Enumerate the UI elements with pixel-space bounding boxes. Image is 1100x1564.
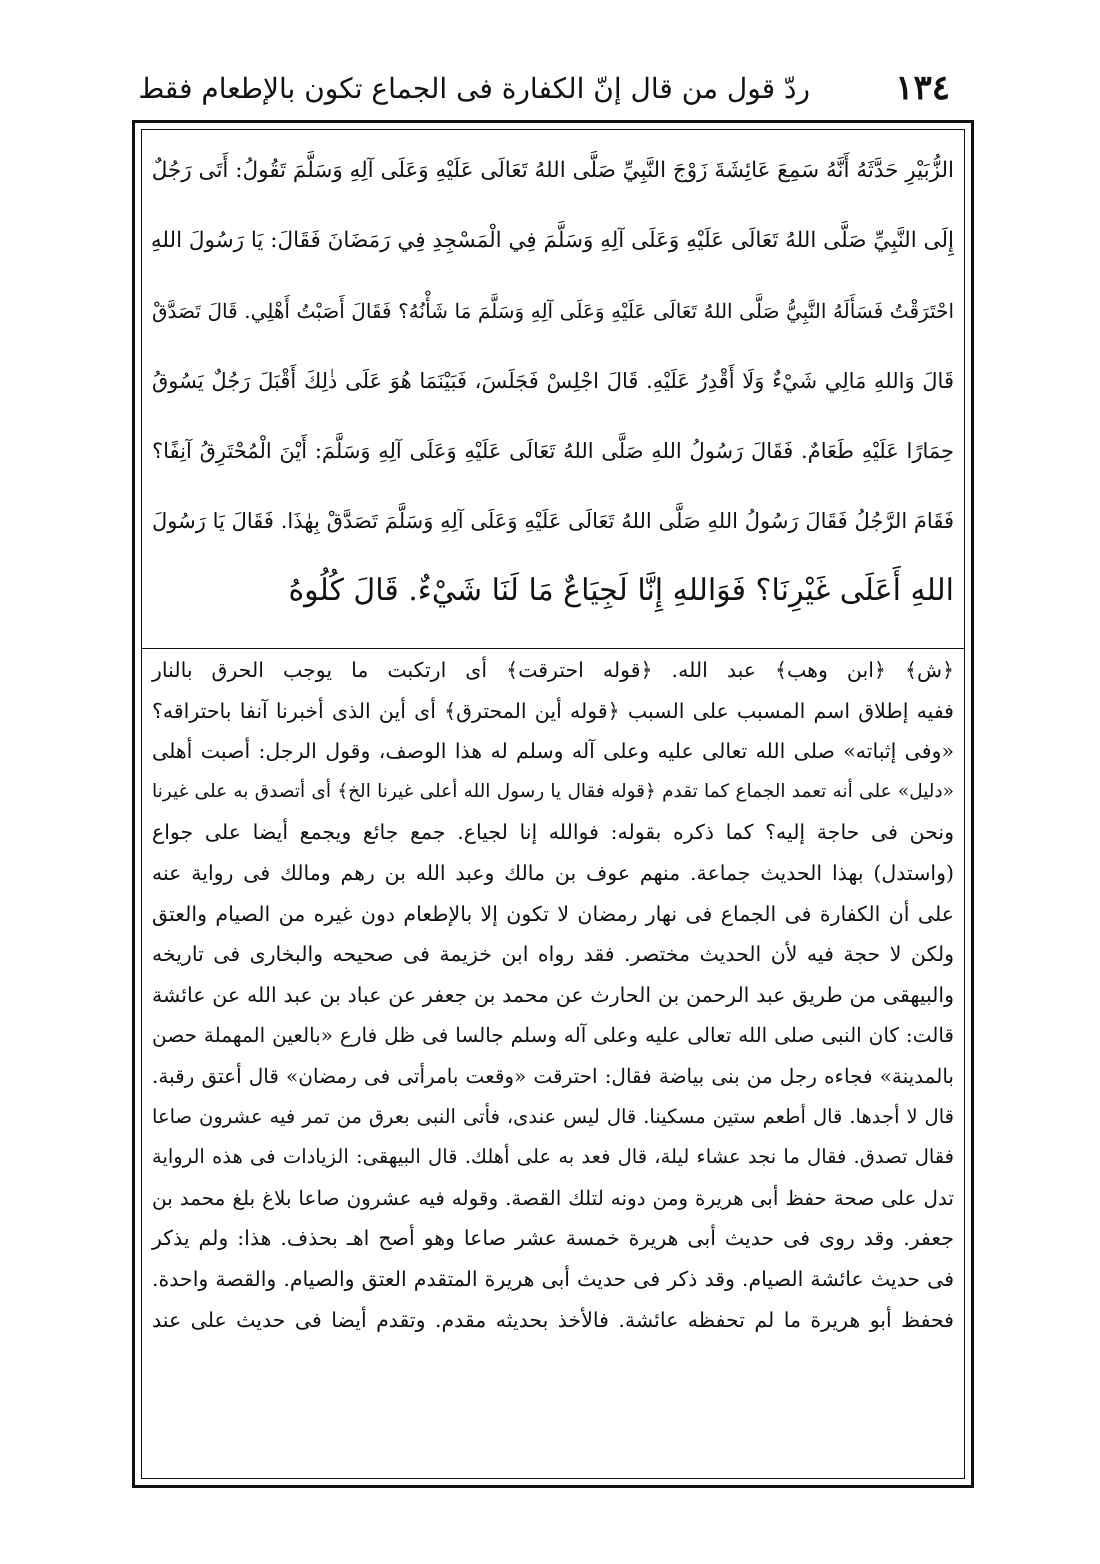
- commentary-line: ففيه إطلاق اسم المسبب على السبب ﴿قوله أين المحترق﴾ أى أين الذى أخبرنا آنفا باحتراقه؟: [152, 698, 954, 723]
- running-title: ردّ قول من قال إنّ الكفارة فى الجماع تكون بالإطعام فقط: [138, 72, 810, 105]
- commentary-line: بالمدينة» فجاءه رجل من بنى بياضة فقال: احترقت «وقعت بامرأتى فى رمضان» قال أعتق رقبة.: [152, 1063, 954, 1088]
- commentary-line: على أن الكفارة فى الجماع فى نهار رمضان لا تكون إلا بالإطعام دون غيره من الصيام والعتق: [152, 901, 954, 926]
- hadith-line: احْتَرَقْتُ فَسَأَلَهُ النَّبِيُّ صَلَّى اللهُ تَعَالَى عَلَيْهِ وَعَلَى آلِهِ وَسَلَّمَ مَا شَأْنُهُ؟ فَقَالَ أَصَبْتُ أَهْلِي. قَالَ تَصَدَّقْ: [152, 299, 954, 323]
- page-header: [138, 64, 950, 112]
- commentary-line: قال لا أجدها. قال أطعم ستين مسكينا. قال ليس عندى، فأتى النبى بعرق من تمر فيه عشرون صاعا: [152, 1104, 954, 1128]
- hadith-line: الزُّبَيْرِ حَدَّثَهُ أَنَّهُ سَمِعَ عَائِشَةَ زَوْجَ النَّبِيِّ صَلَّى اللهُ تَعَالَى عَلَيْهِ وَعَلَى آلِهِ وَسَلَّمَ تَقُولُ: أَتَى رَجُلٌ: [151, 158, 954, 183]
- page-number: ١٣٤: [895, 68, 950, 108]
- commentary-text: [152, 650, 954, 1340]
- commentary-line: (واستدل) بهذا الحديث جماعة. منهم عوف بن مالك وعبد الله بن رهم ومالك فى رواية عنه: [152, 860, 954, 885]
- hadith-line: قَالَ وَاللهِ مَالِي شَيْءٌ وَلَا أَقْدِرُ عَلَيْهِ. قَالَ اجْلِسْ فَجَلَسَ، فَبَيْنَمَا هُوَ عَلَى ذٰلِكَ أَقْبَلَ رَجُلٌ يَسُوقُ: [152, 369, 954, 393]
- commentary-line: ولكن لا حجة فيه لأن الحديث مختصر. فقد رواه ابن خزيمة فى صحيحه والبخارى فى تاريخه: [152, 942, 954, 967]
- commentary-line: تدل على صحة حفظ أبى هريرة ومن دونه لتلك القصة. وقوله فيه عشرون صاعا بلاغ بلغ محمد بن: [152, 1185, 954, 1210]
- hadith-text: [152, 136, 954, 626]
- section-divider: [141, 648, 965, 649]
- commentary-line: قالت: كان النبى صلى الله تعالى عليه وعلى آله وسلم جالسا فى ظل فارع «بالعين المهملة حصن: [152, 1023, 954, 1048]
- commentary-line: ونحن فى حاجة إليه؟ كما ذكره بقوله: فوالله إنا لجياع. جمع جائع ويجمع أيضا على جواع: [152, 820, 954, 845]
- commentary-line: والبيهقى من طريق عبد الرحمن بن الحارث عن محمد بن جعفر عن عباد بن عبد الله عن عائشة: [152, 982, 954, 1007]
- hadith-line: اللهِ أَعَلَى غَيْرِنَا؟ فَوَاللهِ إِنَّا لَجِيَاعٌ مَا لَنَا شَيْءٌ. قَالَ كُلُوهُ: [288, 573, 954, 608]
- hadith-line: إِلَى النَّبِيِّ صَلَّى اللهُ تَعَالَى عَلَيْهِ وَعَلَى آلِهِ وَسَلَّمَ فِي الْمَسْجِدِ فِي رَمَضَانَ فَقَالَ: يَا رَسُولَ اللهِ: [150, 228, 954, 253]
- commentary-line: فقال تصدق. فقال ما نجد عشاء ليلة، قال فعد به على أهلك. قال البيهقى: الزيادات فى هذه الرواية: [152, 1145, 954, 1169]
- commentary-line: فى حديث عائشة الصيام. وقد ذكر فى حديث أبى هريرة المتقدم العتق والصيام. والقصة واحدة.: [152, 1266, 954, 1291]
- commentary-line: فحفظ أبو هريرة ما لم تحفظه عائشة. فالأخذ بحديثه مقدم. وتقدم أيضا فى حديث على عند: [152, 1307, 954, 1332]
- commentary-line: «وفى إثباته» صلى الله تعالى عليه وعلى آله وسلم له هذا الوصف، وقول الرجل: أصبت أهلى: [152, 739, 954, 764]
- commentary-line: «دليل» على أنه تعمد الجماع كما تقدم ﴿قوله فقال يا رسول الله أعلى غيرنا الخ﴾ أى أتصدق به على غيرنا: [152, 780, 954, 802]
- hadith-line: حِمَارًا عَلَيْهِ طَعَامٌ. فَقَالَ رَسُولُ اللهِ صَلَّى اللهُ تَعَالَى عَلَيْهِ وَعَلَى آلِهِ وَسَلَّمَ: أَيْنَ الْمُحْتَرِقُ آنِفًا؟: [152, 439, 954, 463]
- hadith-line: فَقَامَ الرَّجُلُ فَقَالَ رَسُولُ اللهِ صَلَّى اللهُ تَعَالَى عَلَيْهِ وَعَلَى آلِهِ وَسَلَّمَ تَصَدَّقْ بِهٰذَا. فَقَالَ يَا رَسُولَ: [152, 509, 954, 533]
- commentary-line: ﴿ش﴾ ﴿ابن وهب﴾ عبد الله. ﴿قوله احترقت﴾ أى ارتكبت ما يوجب الحرق بالنار: [152, 658, 954, 682]
- commentary-line: جعفر. وقد روى فى حديث أبى هريرة خمسة عشر صاعا وهو أصح اهـ بحذف. هذا: ولم يذكر: [152, 1226, 954, 1251]
